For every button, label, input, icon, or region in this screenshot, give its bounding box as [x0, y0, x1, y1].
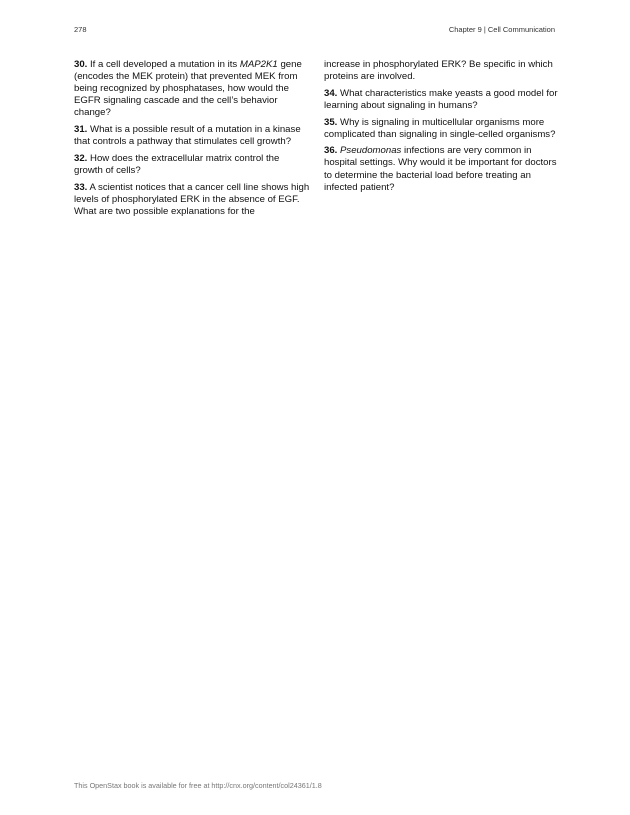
question-33-continued	[324, 59, 560, 83]
question-text: Why is signaling in multicellular organisms more complicated than signaling in single-celled organisms?	[324, 116, 556, 140]
question-text: increase in phosphorylated ERK? Be specific in which proteins are involved.	[324, 59, 553, 83]
question-text: What is a possible result of a mutation in a kinase that controls a pathway that stimulates cell growth?	[74, 124, 301, 148]
page-number: 278	[74, 25, 87, 34]
gene-name: MAP2K1	[239, 59, 278, 70]
question-number: 35.	[324, 116, 338, 128]
footer-note: This OpenStax book is available for free at http://cnx.org/content/col24361/1.8	[74, 781, 322, 790]
chapter-label: Chapter 9	[448, 25, 482, 34]
question-number: 36.	[324, 145, 338, 157]
question-33	[74, 182, 310, 218]
question-32	[74, 153, 310, 177]
question-number: 34.	[324, 87, 338, 99]
question-number: 30.	[74, 59, 88, 70]
right-column	[324, 59, 560, 198]
question-number: 31.	[74, 124, 88, 136]
question-text: A scientist notices that a cancer cell line shows high levels of phosphorylated ERK in the absence of EGF. What are two possible explanations for the	[74, 181, 310, 217]
question-text: infections are very common in hospital settings. Why would it be important for doctors to determine the bacterial load before treating an infected patient?	[324, 145, 557, 193]
question-35	[324, 117, 560, 141]
question-31	[74, 124, 310, 148]
header-separator: |	[483, 25, 486, 34]
question-number: 33.	[74, 181, 88, 193]
question-text: How does the extracellular matrix control the growth of cells?	[74, 152, 280, 176]
question-number: 32.	[74, 152, 88, 164]
question-text: What characteristics make yeasts a good model for learning about signaling in humans?	[324, 87, 558, 111]
question-30	[74, 59, 310, 119]
question-text: gene (encodes the MEK protein) that prevented MEK from being recognized by phosphatases, how would the EGFR signaling cascade and the cell’s behavior change?	[74, 59, 302, 119]
question-34	[324, 88, 560, 112]
chapter-title: Cell Communication	[487, 25, 555, 34]
question-36	[324, 145, 560, 193]
left-column	[74, 59, 310, 223]
organism-name: Pseudomonas	[340, 145, 402, 157]
question-text: If a cell developed a mutation in its	[90, 59, 238, 70]
running-header	[449, 25, 555, 34]
